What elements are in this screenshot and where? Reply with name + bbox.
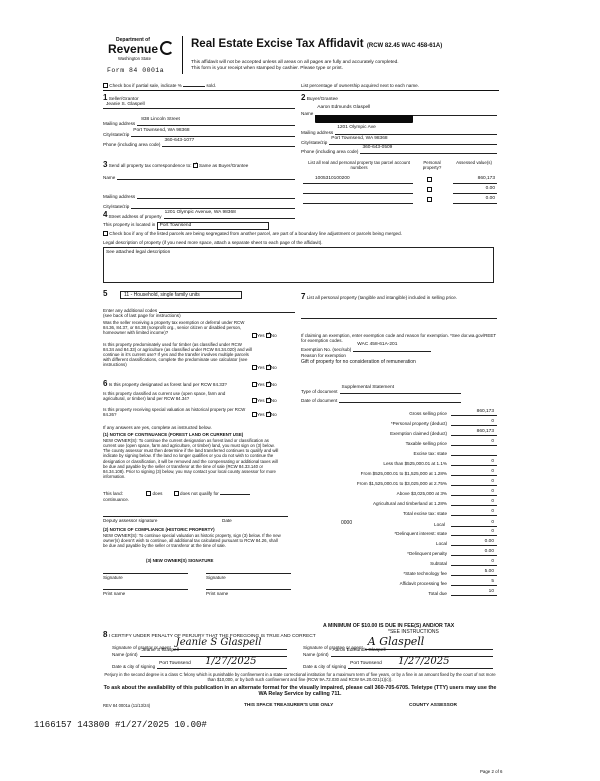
tax-row-value: 5.00 <box>484 568 494 574</box>
top-rule <box>103 90 499 91</box>
seller-phone-field[interactable] <box>162 138 295 147</box>
buyer-city-field[interactable] <box>329 136 497 145</box>
section-5-number: 5 <box>103 289 108 298</box>
tax-row-label: Exemption claimed (deduct) <box>390 430 447 436</box>
tax-row <box>301 537 497 547</box>
alt-format-notice: To ask about the availability of this publication in an alternate format for the visually impaired, please call 360-705-6705. Teletype (TTY) users may use the WA Relay Service by calling 711. <box>103 685 497 698</box>
s3-mailing-field[interactable] <box>137 193 295 199</box>
segregated-label: Check box if any of the listed parcels are being segregated from another parcel, are part of a boundary line adjustment or parcels being merged. <box>109 231 402 236</box>
section-4-street-row <box>103 211 295 219</box>
receipt-stamp: 1166157 143800 #1/27/2025 10.00# <box>34 720 207 730</box>
assessed-line-2 <box>453 193 497 194</box>
deputy-sig-line <box>103 516 288 517</box>
tax-calc-table <box>301 407 497 597</box>
section-8-number: 8 <box>103 630 108 639</box>
current-use-yes-no <box>252 398 277 403</box>
personal-property-label: List all personal property (tangible and intangible) included in selling price. <box>306 295 458 300</box>
tax-row <box>301 507 497 517</box>
seller-phone-value: 360-643-1077 <box>164 138 195 143</box>
grantee-signature: A Glaspell <box>367 635 425 648</box>
buyer-mailing-row <box>301 125 497 135</box>
legal-desc-box[interactable] <box>103 247 494 283</box>
same-as-buyer-checkbox[interactable] <box>193 163 198 168</box>
partial-sale-sold: sold. <box>206 83 217 88</box>
this-land-row <box>103 491 288 496</box>
additional-codes-label: Enter any additional codes <box>103 307 158 313</box>
title-rcw: (RCW 82.45 WAC 458-61A) <box>366 43 443 49</box>
buyer-name-label: Name <box>301 110 314 116</box>
local-value-field[interactable] <box>451 520 497 527</box>
forest-row <box>103 379 227 388</box>
grantor-name-label: Name (print) <box>112 651 138 657</box>
owner-print-2-label: Print name <box>206 591 229 596</box>
page-title <box>191 38 442 51</box>
assessed-value-1: 860,173 <box>477 176 495 181</box>
tax-row <box>301 427 497 437</box>
grantor-name-row <box>112 648 287 657</box>
buyer-city-row <box>301 136 497 145</box>
logo-swirl-icon <box>160 41 174 55</box>
notice-compliance-title: (2) NOTICE OF COMPLIANCE (HISTORIC PROPERTY) <box>103 527 215 532</box>
buyer-name-value: Aaron Edmunds Glaspell <box>317 105 371 110</box>
notice-continuance-body: NEW OWNER(S): To continue the current designation as forest land or classification as current use (open space, farm and agriculture, or timber) land, you must sign on (3) below. The county assessor must then determine if the land transferred continues to qualify and will indicate by signing below. If the land no longer qualifies or you do not wish to continue the designation or classification, it will be removed and the compensating or additional taxes will be due and payable by the seller or transferor at the time of sale (RCW 84.33.140 or 84.34.108). Prior to signing (3) below, you may contact your local county assessor for more information. <box>103 438 279 480</box>
parcel-row-2 <box>303 186 497 193</box>
does-not-checkbox[interactable] <box>174 491 179 496</box>
buyer-phone-field[interactable] <box>360 145 497 154</box>
tax-row-value: 0 <box>491 458 494 464</box>
exemption-question: Was the seller receiving a property tax exemption or deferral under RCW 84.36, 84.37, or 84.38 (nonprofit org., senior citizen or disabled person, homeowner with limited income)? <box>103 320 245 336</box>
tax-row <box>301 437 497 447</box>
grantor-sig-label: Signature of grantor or agent <box>112 644 171 650</box>
local-tax-row <box>301 517 497 527</box>
tax-row-field[interactable] <box>451 449 497 456</box>
street-label: Street address of property <box>108 213 162 219</box>
timber-yes-checkbox[interactable] <box>252 365 257 370</box>
grantor-date-label: Date & city of signing <box>112 663 156 669</box>
tax-row-value: 0 <box>491 498 494 504</box>
does-not-label: does not qualify for <box>180 491 219 496</box>
tax-row-label: Taxable selling price <box>405 440 447 446</box>
s3-city-field[interactable] <box>131 203 295 209</box>
owner-print-1-label: Print name <box>103 591 126 596</box>
current-use-no-checkbox[interactable] <box>266 398 271 403</box>
personal-col-header: Personal property? <box>422 160 442 171</box>
partial-sale-label: Check box if partial sale, indicate % <box>109 83 182 88</box>
local-label: Local <box>434 521 445 527</box>
parcel-line-1 <box>303 183 413 184</box>
historic-yes-checkbox[interactable] <box>252 412 257 417</box>
doc-type-row <box>301 385 461 394</box>
redaction-bar <box>315 115 413 123</box>
tax-row-label: *Delinquent interest: state <box>394 530 447 536</box>
doc-date-label: Date of document <box>301 397 338 403</box>
reason-label: Reason for exemption <box>301 353 346 358</box>
does-label: does <box>152 491 163 496</box>
owner-sig-1-line <box>103 573 188 574</box>
title-text: Real Estate Excise Tax Affidavit <box>191 38 364 50</box>
exemption-yes-checkbox[interactable] <box>252 333 257 338</box>
if-yes-note: If any answers are yes, complete as instructed below. <box>103 425 212 430</box>
seller-name-line <box>103 108 295 109</box>
current-use-yes-checkbox[interactable] <box>252 398 257 403</box>
tax-row-field[interactable] <box>451 409 497 416</box>
grantor-signature: Jeanie S Glaspell <box>175 637 262 648</box>
grantee-city-value: Port Townsend <box>350 661 382 666</box>
tax-row-value: 860,173 <box>476 408 494 414</box>
doc-type-field[interactable] <box>340 385 461 394</box>
timber-yes-label: Yes <box>257 365 265 370</box>
buyer-mailing-value: 1201 Olympic Ave <box>337 125 376 130</box>
see-back-note: (see back of last page for instructions) <box>103 313 181 318</box>
buyer-mailing-field[interactable] <box>335 125 497 135</box>
exemption-no-value: WAC 458-61A-201 <box>357 342 398 347</box>
tax-row-label: Above $3,025,000 at 3% <box>396 490 447 496</box>
assessed-col-header: Assessed value(s) <box>456 160 492 165</box>
tax-row <box>301 447 497 457</box>
tax-row-value: 0 <box>491 558 494 564</box>
current-use-no-label: No <box>270 398 277 403</box>
tax-row-label: From $525,000.01 to $1,525,000 at 1.28% <box>360 470 447 476</box>
tax-row-value: 0 <box>491 418 494 424</box>
street-value: 1201 Olympic Avenue, WA 98368 <box>164 210 236 215</box>
tax-row-field[interactable] <box>451 489 497 496</box>
tax-row <box>301 457 497 467</box>
section-3-text: Send all property tax correspondence to: <box>108 163 192 168</box>
located-row <box>103 222 269 230</box>
perjury-notice: Perjury in the second degree is a class C felony which is punishable by confinement in a state correctional institution for a maximum term of five years, or by a fine in an amount fixed by the court of not more than $10,000, or by both such confinement and fine (RCW 9A.72.030 and RCW 9A.20.021(1)(c)). <box>104 672 496 682</box>
forest-question: Is this property designated as forest land per RCW 84.33? <box>108 382 227 387</box>
historic-no-label: No <box>270 412 277 417</box>
logo-state-text: Washington State <box>118 56 151 61</box>
located-value[interactable]: Port Townsend <box>157 222 269 230</box>
buyer-mailing-label: Mailing address <box>301 129 334 135</box>
section-3-heading <box>103 160 248 169</box>
timber-no-checkbox[interactable] <box>266 365 271 370</box>
legal-desc-label: Legal description of property (if you need more space, attach a separate sheet to each page of the affidavit). <box>103 240 323 245</box>
parcel-number-1: 1005310100200 <box>315 176 350 181</box>
tax-row-value: 860,173 <box>476 428 494 434</box>
buyer-phone-row <box>301 145 497 154</box>
grantee-sig-row <box>303 635 493 650</box>
parcel-row-1 <box>303 176 497 183</box>
this-land-label: This land: <box>103 491 123 496</box>
title-divider <box>182 36 183 74</box>
grantee-date-value: 1/27/2025 <box>398 656 450 667</box>
s3-city-row <box>103 203 295 209</box>
tax-row-field[interactable] <box>451 499 497 506</box>
owner-sig-2-line <box>206 573 291 574</box>
tax-row-field[interactable] <box>451 459 497 466</box>
header-notice-2: This form is your receipt when stamped by cashier. Please type or print. <box>191 66 343 71</box>
tax-row-value: 0 <box>491 488 494 494</box>
forest-yes-label: Yes <box>257 382 265 387</box>
new-owner-sig-heading: (3) NEW OWNER(S) SIGNATURE <box>146 558 214 563</box>
doc-date-row <box>301 397 461 403</box>
owner-sig-1-label: Signature <box>103 575 123 580</box>
partial-sale-checkbox[interactable] <box>103 83 108 88</box>
list-percentage-note: List percentage of ownership acquired next to each name. <box>301 83 419 88</box>
seller-city-field[interactable] <box>131 128 295 137</box>
tax-row-field[interactable] <box>451 529 497 536</box>
exemption-instructions: If claiming an exemption, enter exemption code and reason for exemption. *See dor.wa.gov/REET for exemption codes. <box>301 333 497 344</box>
exemption-no-field[interactable] <box>353 342 431 352</box>
partial-sale-row <box>103 82 293 88</box>
seller-mailing-label: Mailing address <box>103 120 136 126</box>
buyer-phone-label: Phone (including area code) <box>301 148 359 154</box>
grantee-name-label: Name (print) <box>303 651 329 657</box>
tax-row-label: Total due <box>428 590 447 596</box>
tax-row-label: Excise tax: state <box>413 450 447 456</box>
assessed-line-1 <box>453 183 497 184</box>
tax-row-value: 0.00 <box>484 548 494 554</box>
doc-type-label: Type of document <box>301 388 338 394</box>
reason-value: Gift of property for no consideration of remuneration <box>301 359 416 365</box>
tax-row-value: 0 <box>491 528 494 534</box>
grantee-sig-label: Signature of grantee or agent <box>303 644 363 650</box>
personal-property-line <box>301 318 497 319</box>
s3-mailing-label: Mailing address <box>103 193 136 199</box>
s3-city-label: City/state/zip <box>103 203 130 209</box>
historic-yes-label: Yes <box>257 412 265 417</box>
grantee-date-row <box>303 656 493 669</box>
historic-yes-no <box>252 412 277 417</box>
seller-phone-row <box>103 138 295 147</box>
buyer-heading-text: Buyer/Grantee <box>306 97 338 102</box>
grantor-sig-row <box>112 637 287 650</box>
s3-name-field[interactable] <box>117 174 295 180</box>
tax-row-label: Affidavit processing fee <box>399 580 447 586</box>
tax-row-label: Local <box>436 540 447 546</box>
see-instructions: *SEE INSTRUCTIONS <box>388 629 439 635</box>
timber-no-label: No <box>270 365 277 370</box>
buyer-city-value: Port Townsend, WA 98368 <box>331 136 388 141</box>
tax-row-label: Total excise tax: state <box>403 510 447 516</box>
buyer-city-label: City/state/zip <box>301 139 328 145</box>
timber-yes-no <box>252 365 277 370</box>
s3-name-row <box>103 174 295 180</box>
tax-row-label: *Personal property (deduct) <box>390 420 447 426</box>
does-checkbox[interactable] <box>146 491 151 496</box>
exemption-no-label: Exemption No. (sec/sub) <box>301 346 352 352</box>
tax-row-value: 10 <box>488 588 494 594</box>
seller-phone-label: Phone (including area code) <box>103 141 161 147</box>
grantor-date-row <box>112 656 287 669</box>
tax-rows-2 <box>301 527 497 597</box>
seller-name: Jeanie S. Glaspell <box>106 102 145 107</box>
historic-question: Is this property receiving special valuation as historical property per RCW 84.26? <box>103 407 246 418</box>
notice-compliance-body: NEW OWNER(S): To continue special valuation as historic property, sign (3) below. If the new owner(s) doesn't wish to continue, all additional tax calculated pursuant to RCW 84.26, shall be due and payable by the seller or transferor at the time of sale. <box>103 533 281 549</box>
tax-row <box>301 417 497 427</box>
historic-no-checkbox[interactable] <box>266 412 271 417</box>
partial-sale-percent[interactable] <box>183 82 205 87</box>
county-assessor: COUNTY ASSESSOR <box>409 703 457 708</box>
personal-checkbox-2[interactable] <box>427 187 432 192</box>
same-as-buyer-label: Same as Buyer/Grantee <box>199 163 249 168</box>
located-label: This property is located in <box>103 222 156 227</box>
tax-row <box>301 547 497 557</box>
logo-revenue-text: Revenue <box>108 42 159 56</box>
deputy-date-label: Date <box>222 518 232 523</box>
owner-sig-2-label: Signature <box>206 575 226 580</box>
s3-mailing-row <box>103 193 295 199</box>
tax-row-label: *State technology fee <box>403 570 447 576</box>
seller-city-row <box>103 128 295 137</box>
forest-yes-checkbox[interactable] <box>252 382 257 387</box>
grantee-date-field[interactable] <box>348 656 493 669</box>
tax-row-field[interactable] <box>451 419 497 426</box>
legal-desc-value: See attached legal description <box>106 250 171 255</box>
section-6-number: 6 <box>103 379 108 388</box>
seller-city-value: Port Townsend, WA 98368 <box>133 128 190 133</box>
current-use-question: Is this property classified as current use (open space, farm and agricultural, or timber) land per RCW 84.34? <box>103 391 226 402</box>
forest-no-checkbox[interactable] <box>266 382 271 387</box>
rev-number: REV 84 0001a (11/13/24) <box>103 703 151 708</box>
parcel-row-3 <box>303 196 497 203</box>
tax-row-label: *Delinquent penalty <box>407 550 447 556</box>
section-1-number: 1 <box>103 93 108 102</box>
tax-row-field[interactable] <box>451 559 497 566</box>
tax-row <box>301 587 497 597</box>
tax-row <box>301 557 497 567</box>
parcels-col-header: List all real and personal property tax parcel account numbers <box>308 160 410 171</box>
assessed-line-3 <box>453 203 497 204</box>
tax-rows <box>301 407 497 517</box>
segregated-row <box>103 231 402 236</box>
grantor-date-value: 1/27/2025 <box>205 656 257 667</box>
personal-checkbox-3[interactable] <box>427 197 432 202</box>
tax-row-field[interactable] <box>451 479 497 486</box>
s3-name-label: Name <box>103 174 116 180</box>
tax-row-label: Less than $525,000.01 at 1.1% <box>383 460 447 466</box>
tax-row-field[interactable] <box>451 429 497 436</box>
grantee-name-value: Aaron Edmunds Glaspell <box>332 648 386 653</box>
page-number: Page 2 of 6 <box>480 769 503 774</box>
seller-mailing-value: 838 Lincoln Street <box>141 117 180 122</box>
tax-row-label: Agricultural and timberland at 1.28% <box>372 500 447 506</box>
current-use-yes-label: Yes <box>257 398 265 403</box>
tax-row-value: 0 <box>491 508 494 514</box>
tax-row <box>301 567 497 577</box>
certify-text: I CERTIFY UNDER PENALTY OF PERJURY THAT THE FOREGOING IS TRUE AND CORRECT <box>108 634 316 639</box>
tax-row-label: Subtotal <box>430 560 447 566</box>
tax-row-field[interactable] <box>451 579 497 586</box>
parcel-line-2 <box>303 193 413 194</box>
tax-row <box>301 497 497 507</box>
notice-continuance-title: (1) NOTICE OF CONTINUANCE (FOREST LAND OR CURRENT USE) <box>103 432 244 437</box>
street-field[interactable] <box>164 210 295 219</box>
form-number: Form 84 0001a <box>107 67 165 74</box>
exemption-no-label: No <box>270 333 277 338</box>
tax-row-value: 0 <box>491 438 494 444</box>
header-notice-1: This affidavit will not be accepted unless all areas on all pages are fully and accurately completed. <box>191 60 399 65</box>
tax-row <box>301 407 497 417</box>
tax-row-label: From $1,525,000.01 to $3,025,000 at 2.75% <box>356 480 447 486</box>
tax-row-field[interactable] <box>451 509 497 516</box>
tax-row-value: 0.00 <box>484 538 494 544</box>
personal-checkbox-1[interactable] <box>427 177 432 182</box>
tax-row <box>301 477 497 487</box>
timber-question: Is this property predominately used for timber (as classified under RCW 84.34 and 84.33) or agriculture (as classified under RCW 84.34.020) and will continue in it's current use? If yes and the transfer involves multiple parcels with different classifications, complete the predominate use calculator (see instructions) <box>103 342 252 368</box>
local-value: 0 <box>491 519 494 525</box>
logo-department-text: Department of <box>116 37 150 43</box>
owner-print-2-line <box>206 589 291 590</box>
forest-yes-no <box>252 382 277 387</box>
seller-heading-text: Seller/Grantor <box>108 97 139 102</box>
exemption-yes-label: Yes <box>257 333 265 338</box>
parcel-line-3 <box>303 203 413 204</box>
section-7-heading <box>301 292 497 301</box>
land-use-code[interactable]: 11 - Household, single family units <box>120 291 242 299</box>
tax-row-value: 5 <box>491 578 494 584</box>
doc-date-field[interactable] <box>339 397 461 403</box>
exemption-no-checkbox[interactable] <box>266 333 271 338</box>
assessed-value-2: 0.00 <box>485 186 495 191</box>
grantor-city-value: Port Townsend <box>159 661 191 666</box>
grantor-name-value: Jeanie S Glaspell <box>141 648 179 653</box>
tax-row-field[interactable] <box>451 549 497 556</box>
continuance-label: continuance. <box>103 497 130 502</box>
grantor-sig-field[interactable] <box>173 637 287 650</box>
tax-row <box>301 467 497 477</box>
tax-row <box>301 487 497 497</box>
section-4-number: 4 <box>103 210 108 219</box>
tax-row-value: 0 <box>491 478 494 484</box>
buyer-phone-value: 360-643-0509 <box>362 145 393 150</box>
exemption-yes-no <box>252 333 277 338</box>
grantee-date-label: Date & city of signing <box>303 663 347 669</box>
tax-row-field[interactable] <box>451 469 497 476</box>
local-code: 0000 <box>341 520 353 527</box>
seller-mailing-field[interactable] <box>137 117 295 126</box>
tax-row-field[interactable] <box>451 589 497 596</box>
assessed-value-3: 0.00 <box>485 196 495 201</box>
exemption-no-row <box>301 342 431 352</box>
seller-mailing-row <box>103 117 295 126</box>
owner-print-1-line <box>103 589 188 590</box>
tax-row-value: 0 <box>491 468 494 474</box>
qualify-line <box>220 491 250 495</box>
section-2-number: 2 <box>301 93 306 102</box>
grantor-date-field[interactable] <box>157 656 287 669</box>
section-7-number: 7 <box>301 292 306 301</box>
tax-row <box>301 527 497 537</box>
tax-row <box>301 577 497 587</box>
tax-row-label: Gross selling price <box>409 410 447 416</box>
minimum-notice: A MINIMUM OF $10.00 IS DUE IN FEE(S) AND/OR TAX <box>323 623 455 629</box>
deputy-sig-label: Deputy assessor signature <box>103 518 158 523</box>
buyer-heading <box>301 93 338 103</box>
doc-type-value: Supplemental Statement <box>341 385 395 390</box>
tax-row-field[interactable] <box>451 539 497 546</box>
forest-no-label: No <box>270 382 277 387</box>
segregated-checkbox[interactable] <box>103 231 108 236</box>
seller-city-label: City/state/zip <box>103 131 130 137</box>
treasurer-use: THIS SPACE TREASURER'S USE ONLY <box>244 703 334 708</box>
tax-row-field[interactable] <box>451 439 497 446</box>
tax-row-field[interactable] <box>451 569 497 576</box>
section-3-number: 3 <box>103 160 108 169</box>
